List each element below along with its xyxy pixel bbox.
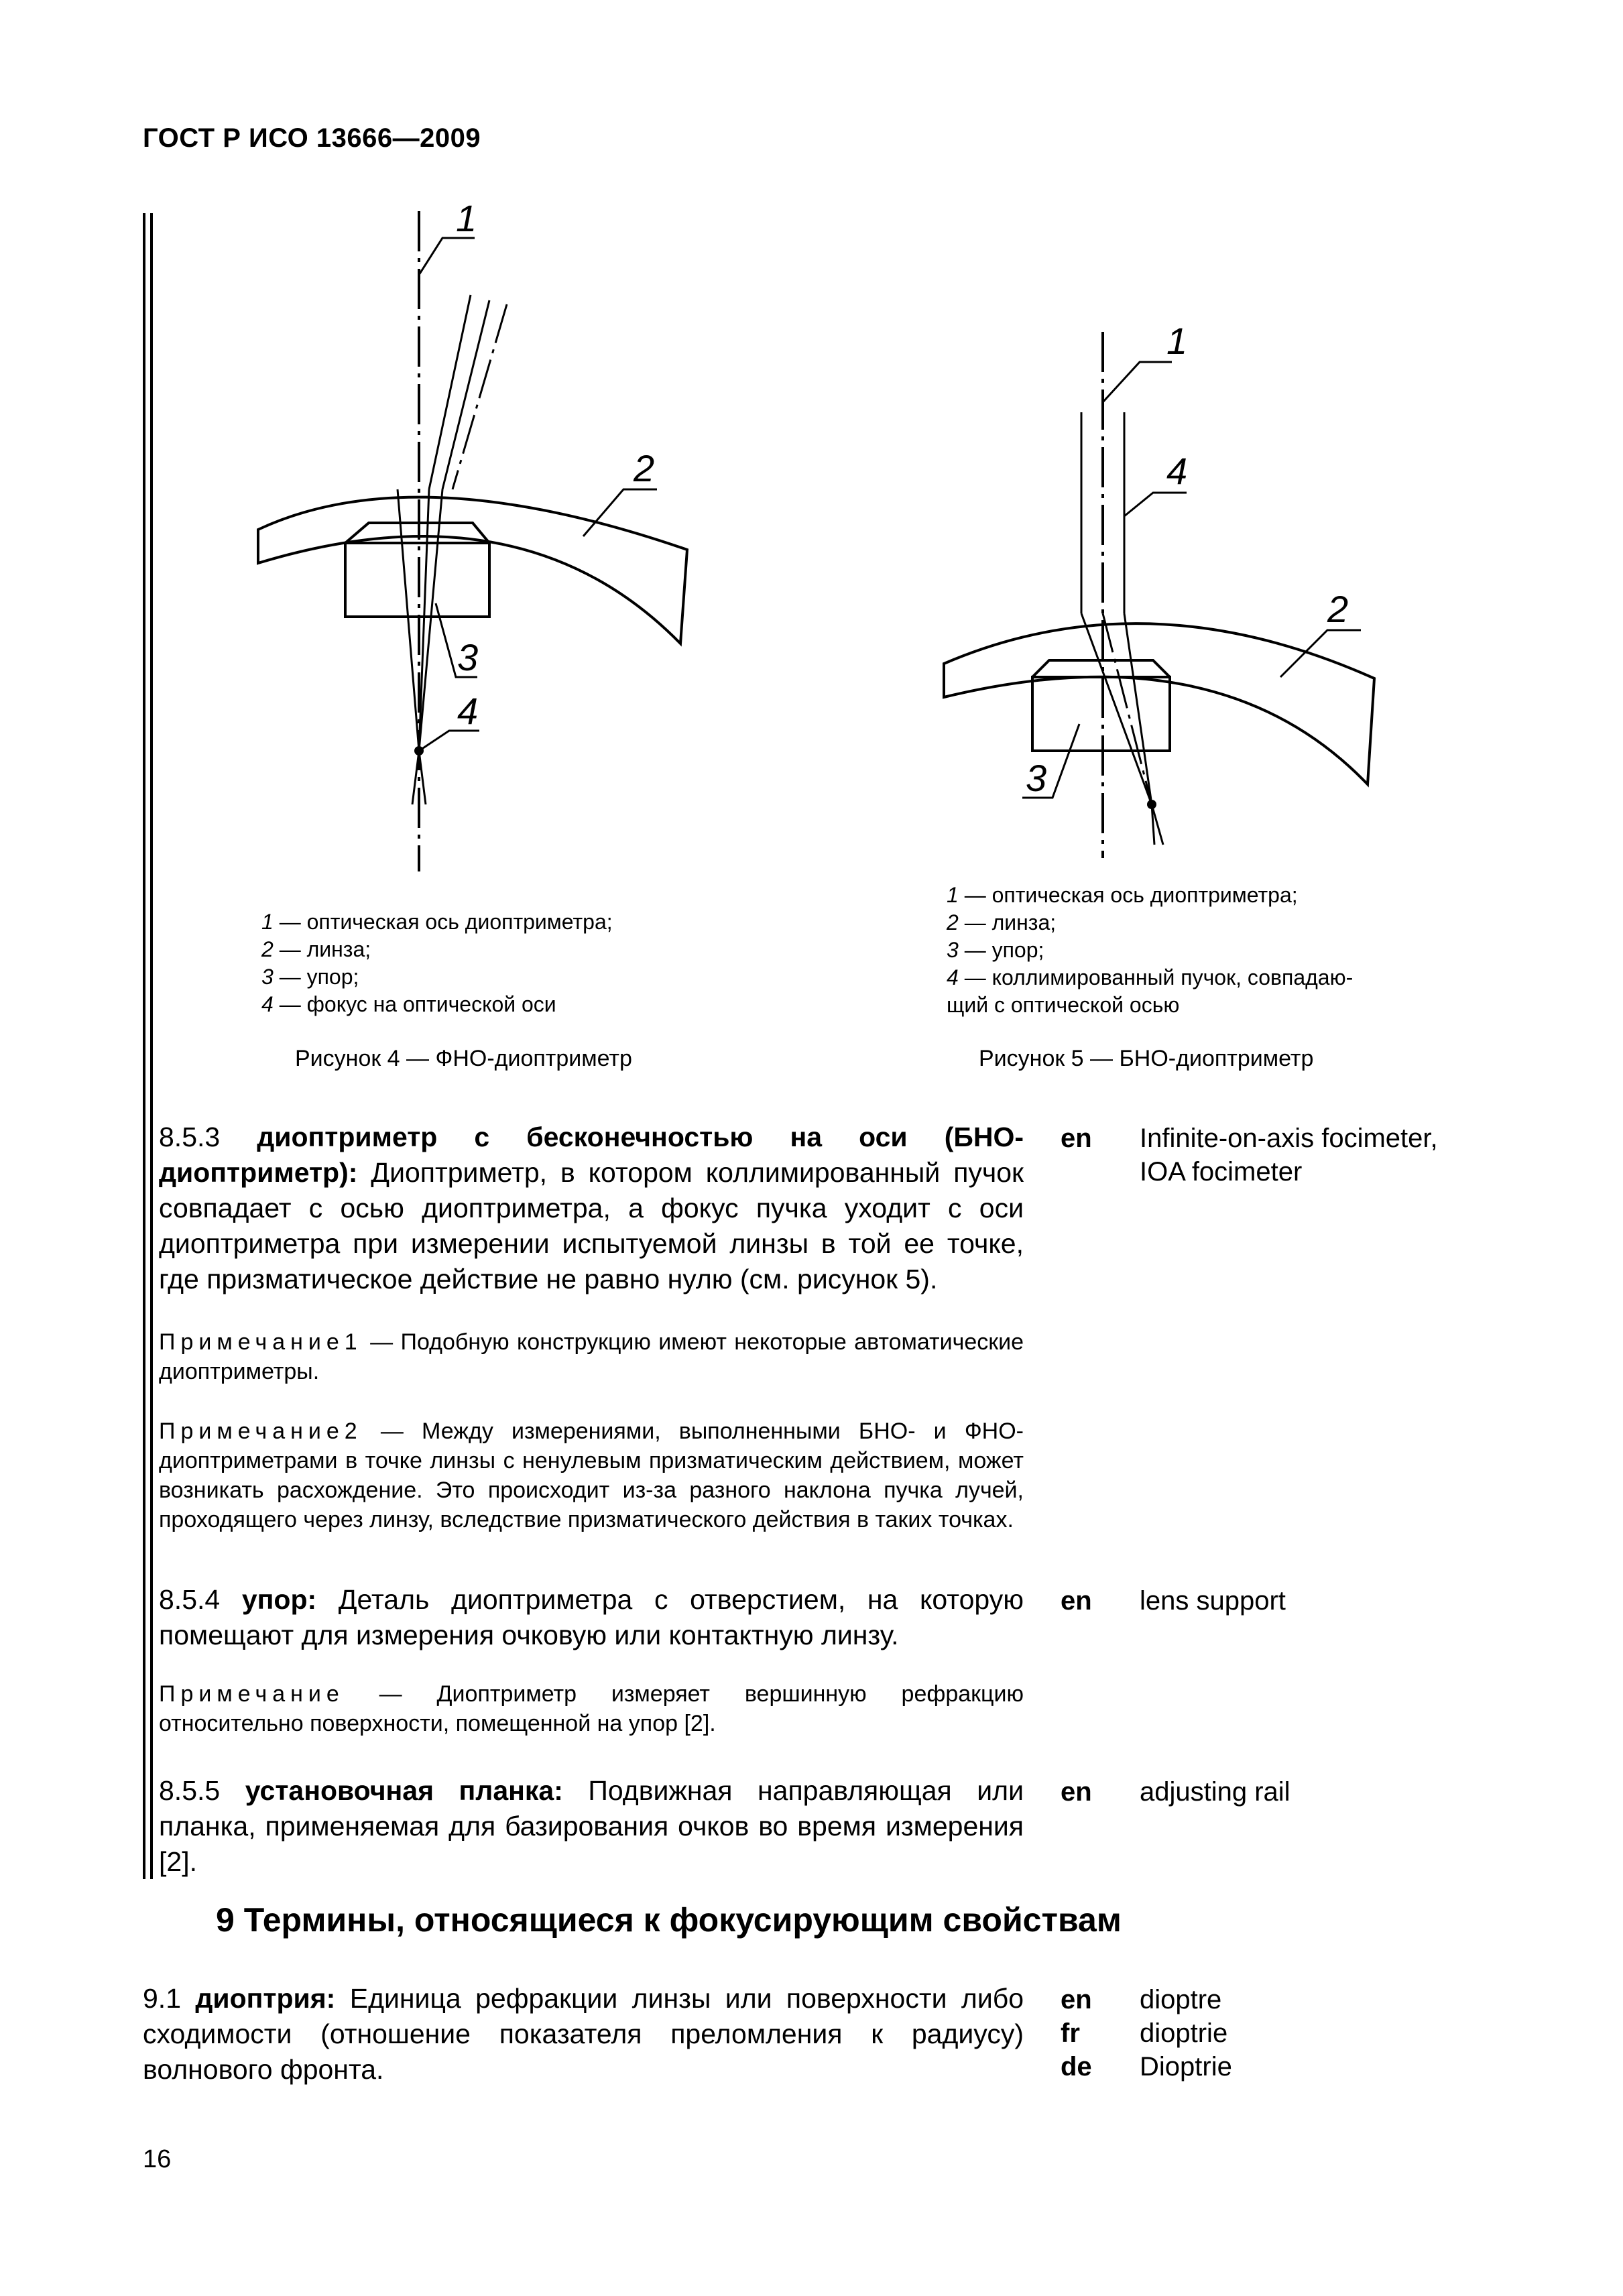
figure-4-drawing [241, 201, 724, 885]
note-8-5-3-1: Примечание1 — Подобную конструкцию имеют некоторые автоматические диоптриметры. [159, 1329, 1024, 1384]
legend-item: 3 — упор; [261, 965, 359, 989]
term-8-5-4-equiv: lens support [1140, 1586, 1286, 1616]
fig5-label-3: 3 [1026, 757, 1047, 799]
fig5-label-4: 4 [1166, 450, 1188, 492]
term-8-5-5: 8.5.5 установочная планка: Подвижная направляющая или планка, применяемая для базирования очков во время измерения [2]. [159, 1775, 1024, 1877]
legend-item: 3 — упор; [947, 938, 1044, 962]
term-9-1-lang: en fr de [1061, 1985, 1092, 2081]
legend-item: 2 — линза; [261, 937, 371, 961]
fig5-label-2: 2 [1327, 588, 1349, 630]
term-8-5-3-equiv: Infinite-on-axis focimeter, IOA focimeter [1140, 1124, 1438, 1187]
legend-item: щий с оптической осью [947, 993, 1180, 1017]
legend-item: 1 — оптическая ось диоптриметра; [947, 883, 1298, 907]
margin-rule-outer [143, 213, 145, 1879]
term-8-5-3: 8.5.3 диоптриметр с бесконечностью на оси (БНО-диоптриметр): Диоптриметр, в котором коллимированный пучок совпадает с осью диоптриметра, а фокус пучка уходит с оси диоптриметра при измерении испытуемой линзы в той ее точке, где призматическое действие не равно нулю (см. рисунок 5). [159, 1122, 1024, 1294]
page-number: 16 [143, 2145, 172, 2173]
term-8-5-3-lang: en [1061, 1124, 1092, 1153]
note-8-5-4: Примечание — Диоптриметр измеряет вершинную рефракцию относительно поверхности, помещенной на упор [2]. [159, 1681, 1024, 1736]
note-8-5-3-2: Примечание2 — Между измерениями, выполненными БНО- и ФНО-диоптриметрами в точке линзы с ненулевым призматическим действием, может возникать расхождение. Это происходит из-за разного наклона пучка лучей, проходящего через линзу, вследствие призматического действия в таких точках. [159, 1418, 1024, 1532]
term-8-5-5-equiv: adjusting rail [1140, 1777, 1290, 1807]
legend-item: 4 — фокус на оптической оси [261, 992, 556, 1016]
fig5-label-1: 1 [1166, 322, 1188, 362]
legend-item: 2 — линза; [947, 910, 1057, 934]
term-8-5-5-lang: en [1061, 1777, 1092, 1807]
figure-4-legend [261, 908, 613, 1018]
term-9-1-equiv: dioptre dioptrie Dioptrie [1140, 1985, 1232, 2081]
legend-item: 1 — оптическая ось диоптриметра; [261, 910, 613, 934]
fig4-label-3: 3 [457, 636, 479, 678]
fig4-label-1: 1 [456, 201, 477, 239]
term-8-5-4: 8.5.4 упор: Деталь диоптриметра с отверстием, на которую помещают для измерения очковую или контактную линзу. [159, 1584, 1024, 1650]
term-9-1: 9.1 диоптрия: Единица рефракции линзы или поверхности либо сходимости (отношение показателя преломления к радиусу) волнового фронта. [143, 1983, 1024, 2085]
figure-5-legend [947, 882, 1353, 1019]
fig4-label-2: 2 [634, 447, 655, 489]
section-9-heading: 9 Термины, относящиеся к фокусирующим свойствам [216, 1901, 1122, 1939]
legend-item: 4 — коллимированный пучок, совпадаю- [947, 965, 1354, 989]
figure-4-caption: Рисунок 4 — ФНО-диоптриметр [295, 1046, 632, 1071]
figure-5-caption: Рисунок 5 — БНО-диоптриметр [979, 1046, 1314, 1071]
fig4-label-4: 4 [457, 690, 479, 732]
margin-rule-inner [150, 213, 153, 1879]
term-8-5-4-lang: en [1061, 1586, 1092, 1616]
document-header: ГОСТ Р ИСО 13666—2009 [143, 123, 481, 153]
figure-5-drawing [925, 322, 1408, 871]
